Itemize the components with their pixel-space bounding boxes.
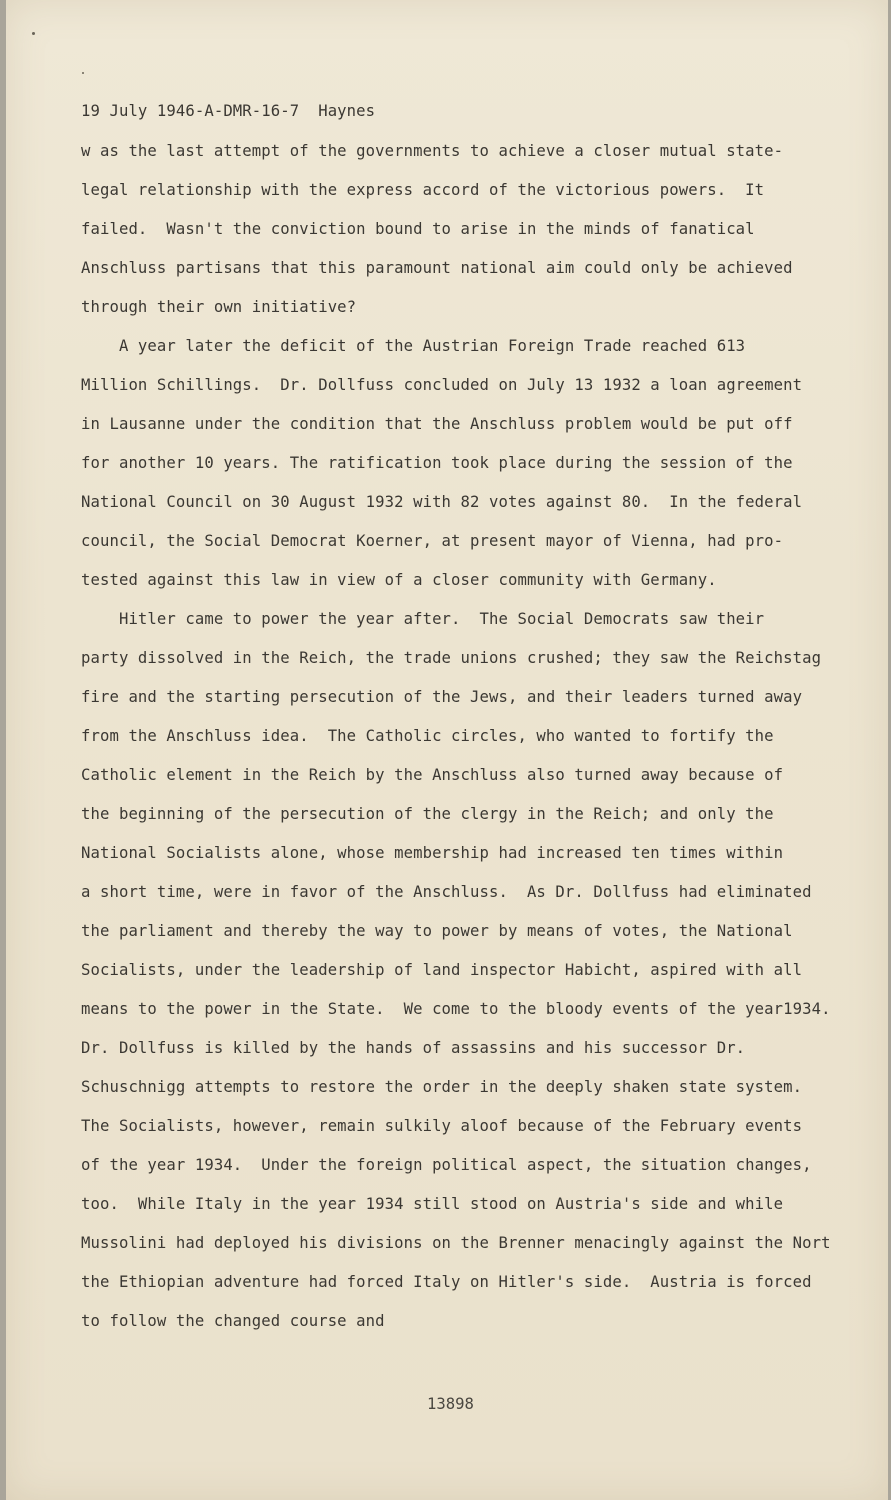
text-line: for another 10 years. The ratification took place during the session of the [81, 454, 793, 472]
text-line: party dissolved in the Reich, the trade unions crushed; they saw the Reichstag [81, 649, 822, 667]
text-line: from the Anschluss idea. The Catholic circles, who wanted to fortify the [81, 727, 774, 745]
page-number: 13898 [427, 1395, 474, 1413]
text-line: National Socialists alone, whose membership had increased ten times within [81, 844, 784, 862]
document-page [6, 0, 888, 1500]
text-line: the beginning of the persecution of the clergy in the Reich; and only the [81, 805, 774, 823]
text-line: of the year 1934. Under the foreign political aspect, the situation changes, [81, 1156, 812, 1174]
text-line: w as the last attempt of the governments to achieve a closer mutual state- [81, 142, 784, 160]
text-line: Million Schillings. Dr. Dollfuss concluded on July 13 1932 a loan agreement [81, 376, 803, 394]
text-line: to follow the changed course and [81, 1312, 385, 1330]
text-line: in Lausanne under the condition that the Anschluss problem would be put off [81, 415, 793, 433]
text-line: too. While Italy in the year 1934 still stood on Austria's side and while [81, 1195, 784, 1213]
paper-speck [82, 72, 84, 74]
text-line: Socialists, under the leadership of land inspector Habicht, aspired with all [81, 961, 803, 979]
text-line: fire and the starting persecution of the Jews, and their leaders turned away [81, 688, 803, 706]
text-line: means to the power in the State. We come to the bloody events of the year1934. [81, 1000, 831, 1018]
text-line: the parliament and thereby the way to power by means of votes, the National [81, 922, 793, 940]
text-line: Hitler came to power the year after. The Social Democrats saw their [81, 610, 765, 628]
text-line: Anschluss partisans that this paramount national aim could only be achieved [81, 259, 793, 277]
document-header: 19 July 1946-A-DMR-16-7 Haynes [81, 102, 376, 120]
text-line: a short time, were in favor of the Anschluss. As Dr. Dollfuss had eliminated [81, 883, 812, 901]
text-line: through their own initiative? [81, 298, 357, 316]
text-line: Mussolini had deployed his divisions on the Brenner menacingly against the Nort [81, 1234, 831, 1252]
paper-speck [32, 32, 35, 35]
text-line: National Council on 30 August 1932 with 82 votes against 80. In the federal [81, 493, 803, 511]
text-line: A year later the deficit of the Austrian Foreign Trade reached 613 [81, 337, 746, 355]
text-line: tested against this law in view of a closer community with Germany. [81, 571, 717, 589]
text-line: failed. Wasn't the conviction bound to arise in the minds of fanatical [81, 220, 755, 238]
text-line: council, the Social Democrat Koerner, at present mayor of Vienna, had pro- [81, 532, 784, 550]
text-line: The Socialists, however, remain sulkily aloof because of the February events [81, 1117, 803, 1135]
text-line: the Ethiopian adventure had forced Italy on Hitler's side. Austria is forced [81, 1273, 812, 1291]
text-line: Catholic element in the Reich by the Anschluss also turned away because of [81, 766, 784, 784]
text-line: Dr. Dollfuss is killed by the hands of assassins and his successor Dr. [81, 1039, 746, 1057]
text-line: legal relationship with the express accord of the victorious powers. It [81, 181, 765, 199]
text-line: Schuschnigg attempts to restore the order in the deeply shaken state system. [81, 1078, 803, 1096]
